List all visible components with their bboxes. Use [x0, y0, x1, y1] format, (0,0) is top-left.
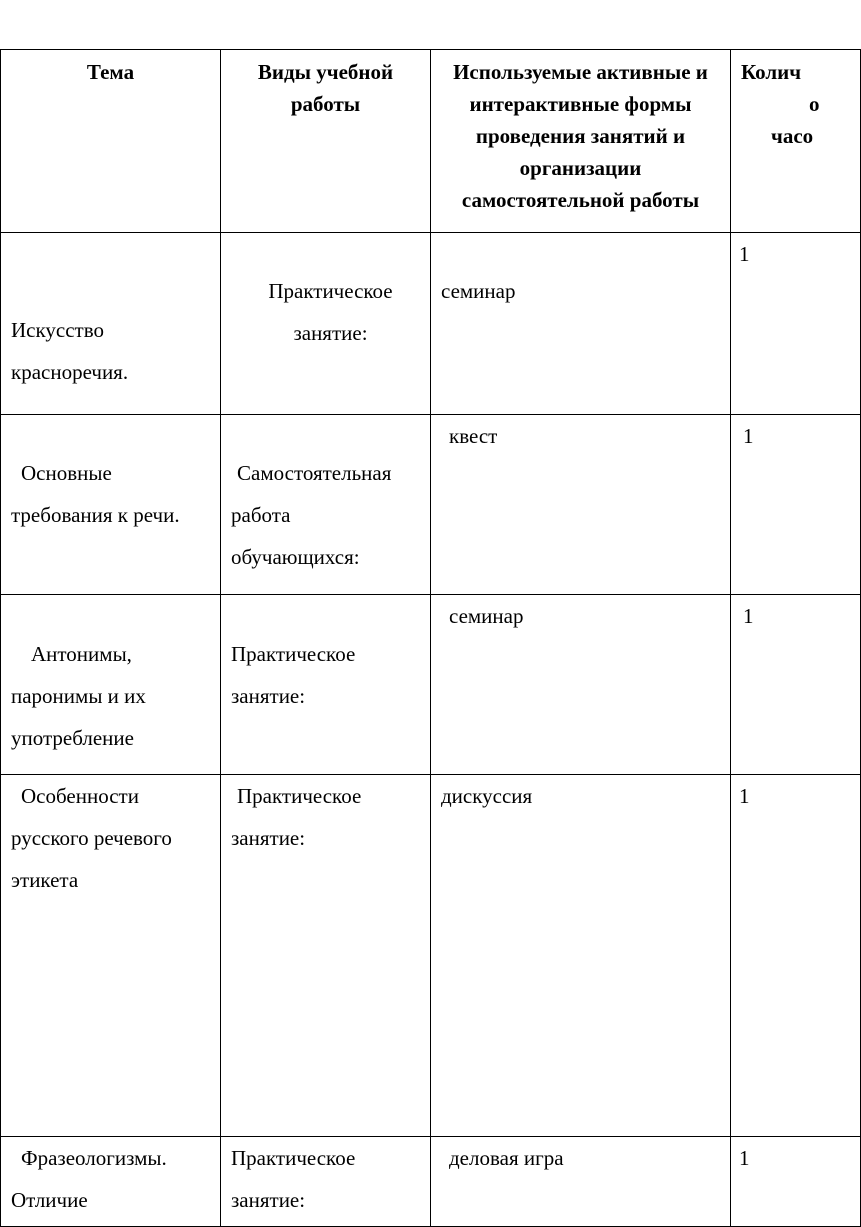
form-cell: деловая игра	[431, 1137, 731, 1227]
topic-cell: Фразеологизмы. Отличие	[1, 1137, 221, 1227]
topic-cell: Основные требования к речи.	[1, 415, 221, 595]
work-type-cell: Практическое занятие:	[221, 233, 431, 415]
form-cell: дискуссия	[431, 775, 731, 1137]
topic-cell: Особенности русского речевого этикета	[1, 775, 221, 1137]
table-row	[1, 775, 861, 1137]
work-type-cell: Практическое занятие:	[221, 775, 431, 1137]
form-cell: квест	[431, 415, 731, 595]
hours-cell: 1	[731, 595, 861, 775]
header-active-forms: Используемые активные и интерактивные формы проведения занятий и организации самостоятельной работы	[431, 50, 731, 233]
hours-cell: 1	[731, 775, 861, 1137]
hours-cell: 1	[731, 415, 861, 595]
schedule-table	[0, 49, 861, 1227]
header-hours-line1: Колич	[741, 60, 802, 84]
topic-cell: Искусство красноречия.	[1, 233, 221, 415]
form-cell: семинар	[431, 233, 731, 415]
table-row	[1, 233, 861, 415]
form-cell: семинар	[431, 595, 731, 775]
work-type-cell: Практическое занятие:	[221, 1137, 431, 1227]
header-row	[1, 50, 861, 233]
hours-cell: 1	[731, 1137, 861, 1227]
topic-cell: Антонимы, паронимы и их употребление	[1, 595, 221, 775]
header-work-types: Виды учебной работы	[221, 50, 431, 233]
header-topic: Тема	[1, 50, 221, 233]
header-hours-line2: о	[809, 92, 820, 116]
header-hours-line3: часо	[771, 124, 814, 148]
work-type-cell: Практическое занятие:	[221, 595, 431, 775]
table-row	[1, 415, 861, 595]
table-row	[1, 595, 861, 775]
work-type-cell: Самостоятельная работа обучающихся:	[221, 415, 431, 595]
table-row	[1, 1137, 861, 1227]
hours-cell: 1	[731, 233, 861, 415]
header-hours	[731, 50, 861, 233]
